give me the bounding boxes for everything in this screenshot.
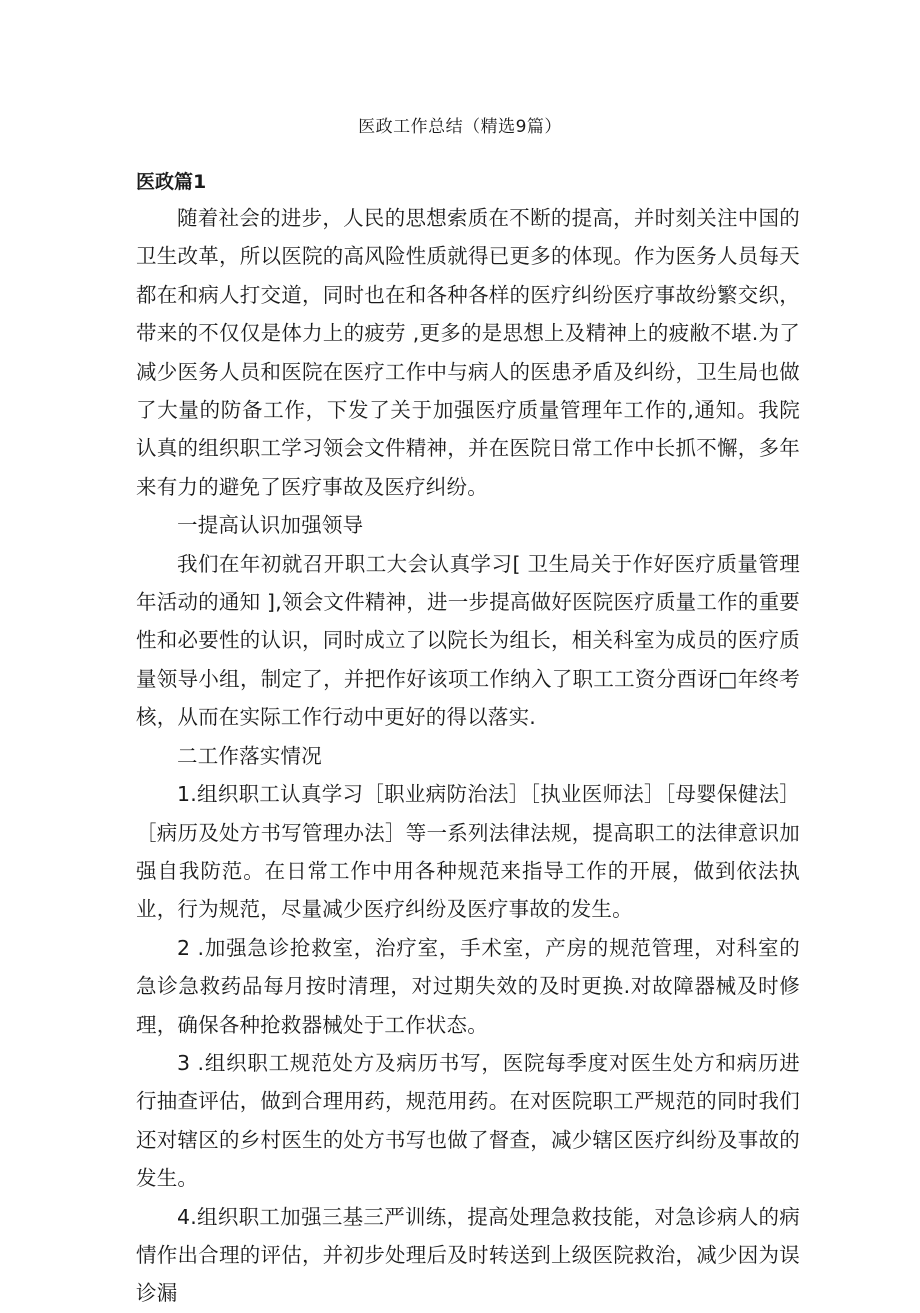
- body-paragraph-intro: 随着社会的进步，人民的思想索质在不断的提高，并时刻关注中国的卫生改革，所以医院的高风险性质就得已更多的体现。作为医务人员每天都在和病人打交道，同时也在和各种各样的医疗纠纷医疗事故纷繁交织，带来的不仅仅是体力上的疲劳 ,更多的是思想上及精神上的疲敝不堪.为了减少医务人员和医院在医疗工作中与病人的医患矛盾及纠纷，卫生局也做了大量的防备工作，下发了关于加强医疗质量管理年工作的,通知。我院认真的组织职工学习领会文件精神，并在医院日常工作中长抓不懈，多年来有力的避免了医疗事故及医疗纠纷。: [136, 206, 800, 499]
- subheading-leadership: 一提高认识加强领导: [177, 513, 364, 538]
- section-heading: 医政篇1: [136, 171, 207, 193]
- body-paragraph-leadership: 我们在年初就召开职工大会认真学习[ 卫生局关于作好医疗质量管理年活动的通知 ],领会文件精神，进一步提高做好医院医疗质量工作的重要性和必要性的认识，同时成立了以院长为组长，相关科室为成员的医疗质量领导小组，制定了，并把作好该项工作纳入了职工工资分酉讶□年终考核，从而在实际工作行动中更好的得以落实.: [136, 551, 800, 730]
- list-item-4: 4.组织职工加强三基三严训练，提高处理急救技能，对急诊病人的病情作出合理的评估，并初步处理后及时转送到上级医院救治，减少因为误诊漏: [136, 1204, 800, 1306]
- document-title: 医政工作总结（精选9篇）: [358, 117, 562, 137]
- document-body: [136, 199, 800, 1313]
- list-item-1: 1.组织职工认真学习［职业病防治法］［执业医师法］［母婴保健法］［病历及处方书写管理办法］等一系列法律法规，提高职工的法律意识加强自我防范。在日常工作中用各种规范来指导工作的开展，做到依法执业，行为规范，尽量减少医疗纠纷及医疗事故的发生。: [136, 782, 800, 922]
- list-item-2: 2 .加强急诊抢救室，治疗室，手术室，产房的规范管理，对科室的急诊急救药品每月按时清理，对过期失效的及时更换.对故障器械及时修理，确保各种抢救器械处于工作状态。: [136, 935, 800, 1037]
- list-item-3: 3 .组织职工规范处方及病历书写，医院每季度对医生处方和病历进行抽查评估，做到合理用药，规范用药。在对医院职工严规范的同时我们还对辖区的乡村医生的处方书写也做了督查，减少辖区医疗纠纷及事故的发生。: [136, 1050, 800, 1191]
- subheading-implementation: 二工作落实情况: [177, 743, 322, 768]
